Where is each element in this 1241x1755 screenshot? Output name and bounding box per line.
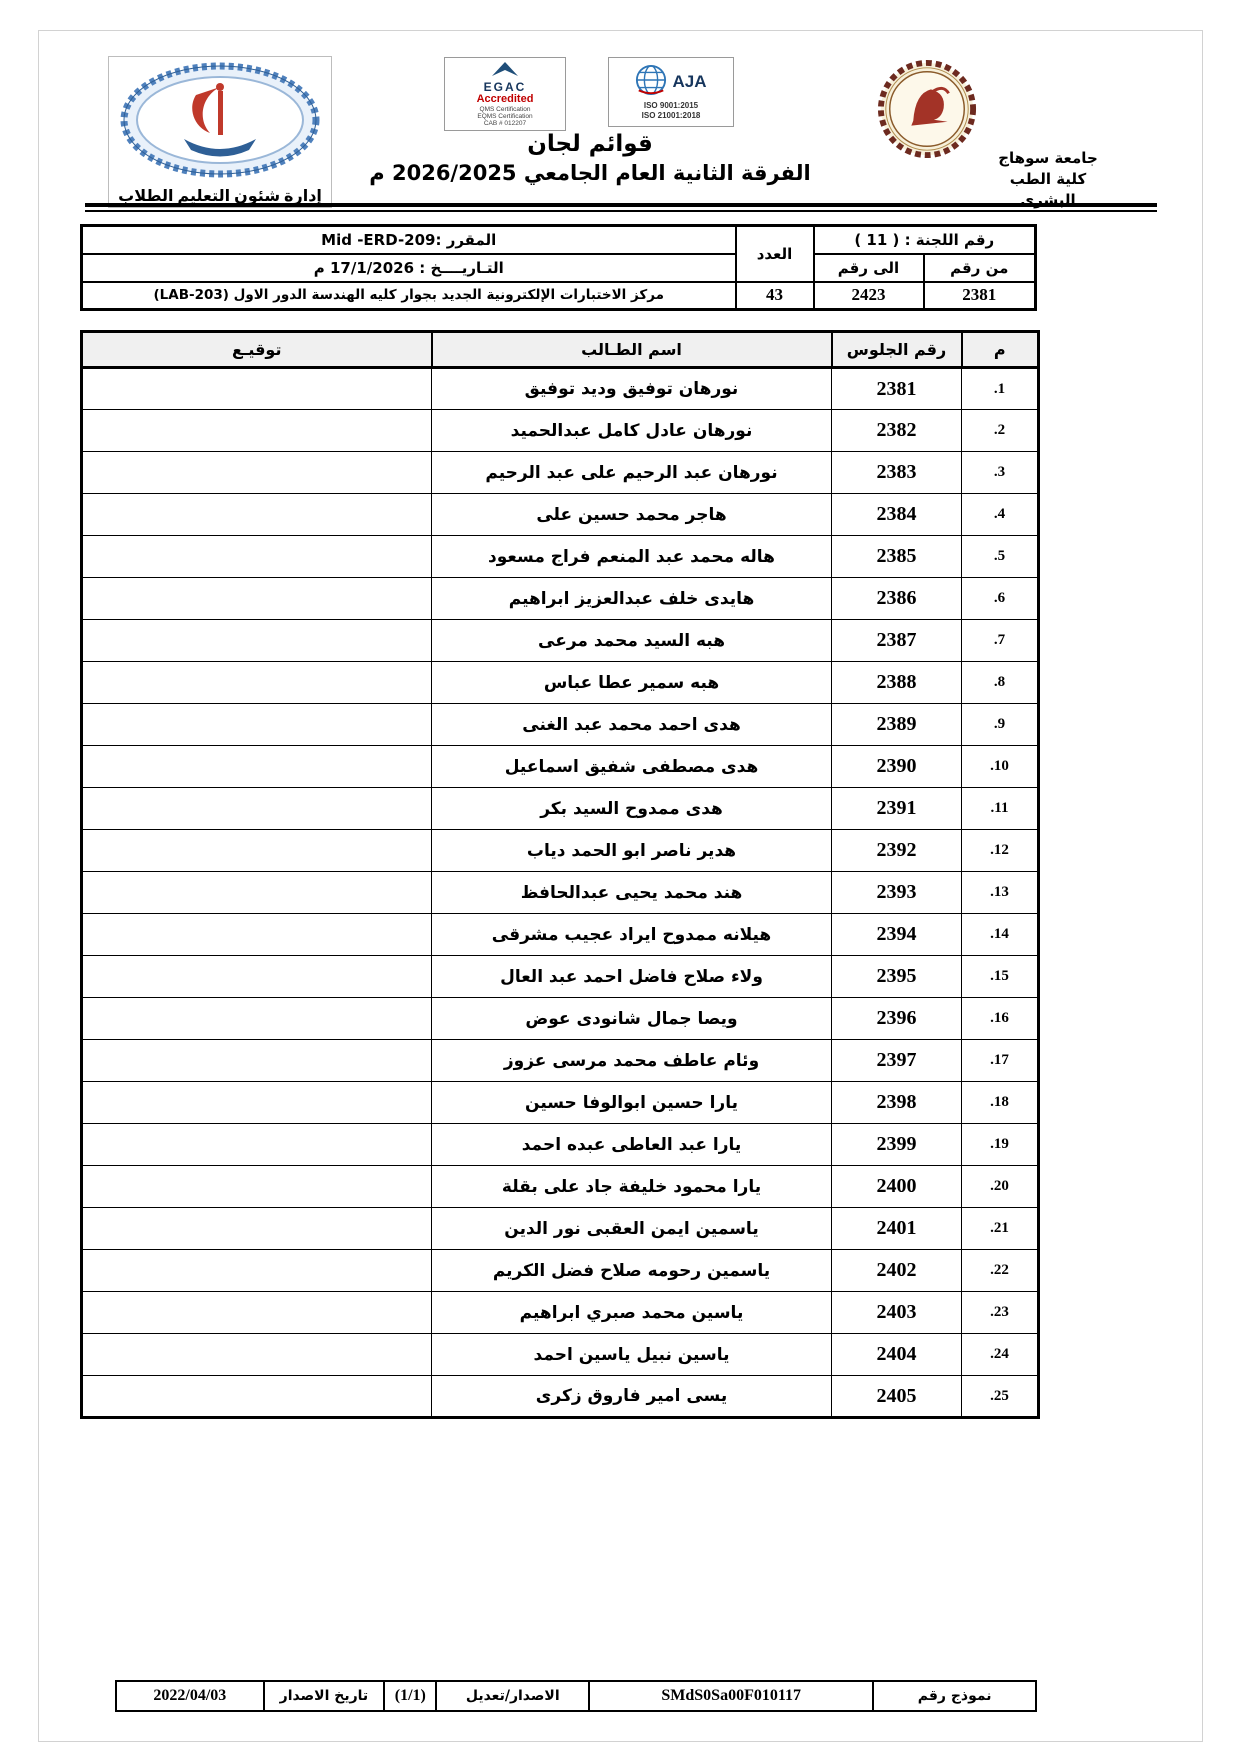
row-student-name: وئام عاطف محمد مرسى عزوز — [432, 1040, 832, 1082]
sohag-university-seal-icon — [876, 58, 978, 165]
row-seat-number: 2384 — [832, 494, 962, 536]
row-seat-number: 2395 — [832, 956, 962, 998]
row-serial: .21 — [962, 1208, 1039, 1250]
row-signature-cell — [82, 998, 432, 1040]
egac-accredited-label: Accredited — [476, 93, 534, 106]
row-serial: .20 — [962, 1166, 1039, 1208]
page-subtitle: الفرقة الثانية العام الجامعي 2026/2025 م — [369, 161, 811, 185]
egac-name-label: EGAC — [483, 80, 527, 95]
row-seat-number: 2387 — [832, 620, 962, 662]
exam-location-cell: مركز الاختبارات الإلكترونية الجديد بجوار كليه الهندسة الدور الاول (LAB-203) — [82, 282, 736, 310]
row-student-name: هاجر محمد حسين على — [432, 494, 832, 536]
row-student-name: نورهان عادل كامل عبدالحميد — [432, 410, 832, 452]
university-name-block — [982, 148, 1114, 211]
student-row — [82, 788, 1039, 830]
row-seat-number: 2381 — [832, 368, 962, 410]
students-table-header-row — [82, 332, 1039, 368]
row-seat-number: 2404 — [832, 1334, 962, 1376]
students-table — [80, 330, 1040, 1419]
row-serial: .1 — [962, 368, 1039, 410]
row-serial: .13 — [962, 872, 1039, 914]
row-seat-number: 2390 — [832, 746, 962, 788]
row-signature-cell — [82, 956, 432, 998]
row-student-name: ياسين نبيل ياسين احمد — [432, 1334, 832, 1376]
student-affairs-admin-label: إدارة شئون التعليم الطلاب — [118, 188, 322, 205]
student-row — [82, 662, 1039, 704]
row-serial: .16 — [962, 998, 1039, 1040]
row-serial: .14 — [962, 914, 1039, 956]
row-signature-cell — [82, 662, 432, 704]
row-signature-cell — [82, 872, 432, 914]
students-tbody — [82, 368, 1039, 1418]
row-signature-cell — [82, 1166, 432, 1208]
row-signature-cell — [82, 1334, 432, 1376]
faculty-name: كلية الطب البشرى — [1009, 170, 1087, 209]
row-serial: .17 — [962, 1040, 1039, 1082]
to-number-label-cell: الى رقم — [814, 254, 924, 282]
row-serial: .25 — [962, 1376, 1039, 1418]
page-title: قوائم لجان — [527, 131, 653, 157]
row-student-name: ياسمين رحومه صلاح فضل الكريم — [432, 1250, 832, 1292]
row-signature-cell — [82, 410, 432, 452]
egac-emblem-icon — [490, 61, 520, 81]
student-row — [82, 410, 1039, 452]
student-row — [82, 1208, 1039, 1250]
row-signature-cell — [82, 788, 432, 830]
row-serial: .22 — [962, 1250, 1039, 1292]
row-serial: .7 — [962, 620, 1039, 662]
issue-date-label-cell: تاريخ الاصدار — [264, 1681, 385, 1711]
row-seat-number: 2397 — [832, 1040, 962, 1082]
egac-accreditation-badge — [444, 57, 566, 131]
row-student-name: هند محمد يحيى عبدالحافظ — [432, 872, 832, 914]
issue-date-value-cell: 2022/04/03 — [116, 1681, 264, 1711]
row-seat-number: 2393 — [832, 872, 962, 914]
issue-revision-value-cell: (1/1) — [384, 1681, 436, 1711]
student-row — [82, 956, 1039, 998]
form-number-value-cell: SMdS0Sa00F010117 — [589, 1681, 873, 1711]
university-name: جامعة سوهاج — [998, 149, 1098, 167]
student-row — [82, 1376, 1039, 1418]
aja-globe-icon — [635, 64, 667, 101]
col-header-student-name: اسم الطـالب — [432, 332, 832, 368]
row-student-name: يارا محمود خليفة جاد على بقلة — [432, 1166, 832, 1208]
row-student-name: هبه السيد محمد مرعى — [432, 620, 832, 662]
row-signature-cell — [82, 1082, 432, 1124]
row-serial: .18 — [962, 1082, 1039, 1124]
to-number-value-cell: 2423 — [814, 282, 924, 310]
row-seat-number: 2385 — [832, 536, 962, 578]
col-header-serial: م — [962, 332, 1039, 368]
row-seat-number: 2403 — [832, 1292, 962, 1334]
row-student-name: هاله محمد عبد المنعم فراج مسعود — [432, 536, 832, 578]
row-seat-number: 2396 — [832, 998, 962, 1040]
student-row — [82, 1040, 1039, 1082]
issue-revision-label-cell: الاصدار/تعديل — [436, 1681, 589, 1711]
form-number-label-cell: نموذج رقم — [873, 1681, 1036, 1711]
aja-name-label: AJA — [672, 72, 707, 91]
student-row — [82, 914, 1039, 956]
row-seat-number: 2398 — [832, 1082, 962, 1124]
row-student-name: هدى احمد محمد عبد الغنى — [432, 704, 832, 746]
student-row — [82, 1292, 1039, 1334]
row-serial: .8 — [962, 662, 1039, 704]
row-seat-number: 2391 — [832, 788, 962, 830]
row-serial: .3 — [962, 452, 1039, 494]
row-student-name: هدى مصطفى شفيق اسماعيل — [432, 746, 832, 788]
from-number-value-cell: 2381 — [924, 282, 1036, 310]
row-serial: .2 — [962, 410, 1039, 452]
aja-iso-9001-label: ISO 9001:2015 — [643, 100, 699, 110]
row-seat-number: 2382 — [832, 410, 962, 452]
row-student-name: هايدى خلف عبدالعزيز ابراهيم — [432, 578, 832, 620]
row-signature-cell — [82, 494, 432, 536]
row-student-name: يارا حسين ابوالوفا حسين — [432, 1082, 832, 1124]
row-signature-cell — [82, 1376, 432, 1418]
row-signature-cell — [82, 746, 432, 788]
row-student-name: يارا عبد العاطى عبده احمد — [432, 1124, 832, 1166]
student-row — [82, 536, 1039, 578]
row-serial: .12 — [962, 830, 1039, 872]
form-footer-table — [115, 1680, 1037, 1712]
from-number-label-cell: من رقم — [924, 254, 1036, 282]
row-seat-number: 2399 — [832, 1124, 962, 1166]
row-serial: .10 — [962, 746, 1039, 788]
row-signature-cell — [82, 1292, 432, 1334]
row-serial: .6 — [962, 578, 1039, 620]
student-row — [82, 1082, 1039, 1124]
student-row — [82, 998, 1039, 1040]
row-student-name: هدير ناصر ابو الحمد دياب — [432, 830, 832, 872]
row-serial: .4 — [962, 494, 1039, 536]
student-row — [82, 578, 1039, 620]
student-row — [82, 368, 1039, 410]
row-signature-cell — [82, 1124, 432, 1166]
egac-cert-line-2: EQMS Certification — [477, 113, 533, 121]
row-seat-number: 2405 — [832, 1376, 962, 1418]
student-row — [82, 872, 1039, 914]
row-student-name: نورهان توفيق وديد توفيق — [432, 368, 832, 410]
faculty-of-medicine-seal-icon — [118, 61, 323, 184]
row-seat-number: 2401 — [832, 1208, 962, 1250]
row-signature-cell — [82, 368, 432, 410]
aja-iso-21001-label: ISO 21001:2018 — [641, 110, 701, 120]
row-serial: .15 — [962, 956, 1039, 998]
row-seat-number: 2400 — [832, 1166, 962, 1208]
faculty-admin-block — [108, 56, 332, 208]
exam-date-cell: التـاريــــخ : 17/1/2026 م — [82, 254, 736, 282]
row-student-name: هدى ممدوح السيد بكر — [432, 788, 832, 830]
row-student-name: يسى امير فاروق زكرى — [432, 1376, 832, 1418]
row-seat-number: 2383 — [832, 452, 962, 494]
course-cell: المقرر :Mid -ERD-209 — [82, 226, 736, 254]
row-serial: .9 — [962, 704, 1039, 746]
row-signature-cell — [82, 1208, 432, 1250]
header-divider — [85, 203, 1157, 212]
student-row — [82, 1124, 1039, 1166]
count-value-cell: 43 — [736, 282, 814, 310]
row-signature-cell — [82, 1040, 432, 1082]
row-signature-cell — [82, 914, 432, 956]
row-seat-number: 2388 — [832, 662, 962, 704]
committee-info-table — [80, 224, 1037, 311]
row-serial: .11 — [962, 788, 1039, 830]
row-student-name: ولاء صلاح فاضل احمد عبد العال — [432, 956, 832, 998]
row-signature-cell — [82, 578, 432, 620]
col-header-signature: توقيـع — [82, 332, 432, 368]
row-seat-number: 2392 — [832, 830, 962, 872]
row-signature-cell — [82, 704, 432, 746]
student-row — [82, 452, 1039, 494]
row-seat-number: 2402 — [832, 1250, 962, 1292]
row-student-name: هبه سمير عطا عباس — [432, 662, 832, 704]
row-signature-cell — [82, 1250, 432, 1292]
row-signature-cell — [82, 830, 432, 872]
col-header-seat-number: رقم الجلوس — [832, 332, 962, 368]
row-student-name: ويصا جمال شانودى عوض — [432, 998, 832, 1040]
student-row — [82, 1334, 1039, 1376]
egac-cert-line-3: CAB # 012207 — [483, 120, 527, 128]
row-seat-number: 2389 — [832, 704, 962, 746]
row-student-name: ياسين محمد صبري ابراهيم — [432, 1292, 832, 1334]
row-seat-number: 2386 — [832, 578, 962, 620]
student-row — [82, 1166, 1039, 1208]
aja-certification-badge — [608, 57, 734, 127]
row-serial: .5 — [962, 536, 1039, 578]
row-student-name: هيلانه ممدوح ايراد عجيب مشرقى — [432, 914, 832, 956]
student-row — [82, 494, 1039, 536]
egac-cert-line-1: QMS Certification — [479, 106, 531, 114]
count-label-cell: العدد — [736, 226, 814, 282]
row-signature-cell — [82, 620, 432, 662]
row-student-name: ياسمين ايمن العقبى نور الدين — [432, 1208, 832, 1250]
row-signature-cell — [82, 452, 432, 494]
student-row — [82, 1250, 1039, 1292]
row-seat-number: 2394 — [832, 914, 962, 956]
form-footer-row — [116, 1681, 1036, 1711]
student-row — [82, 830, 1039, 872]
committee-number-cell: رقم اللجنة : ( 11 ) — [814, 226, 1036, 254]
row-signature-cell — [82, 536, 432, 578]
student-row — [82, 704, 1039, 746]
row-serial: .19 — [962, 1124, 1039, 1166]
student-row — [82, 746, 1039, 788]
row-serial: .23 — [962, 1292, 1039, 1334]
row-student-name: نورهان عبد الرحيم على عبد الرحيم — [432, 452, 832, 494]
row-serial: .24 — [962, 1334, 1039, 1376]
student-row — [82, 620, 1039, 662]
